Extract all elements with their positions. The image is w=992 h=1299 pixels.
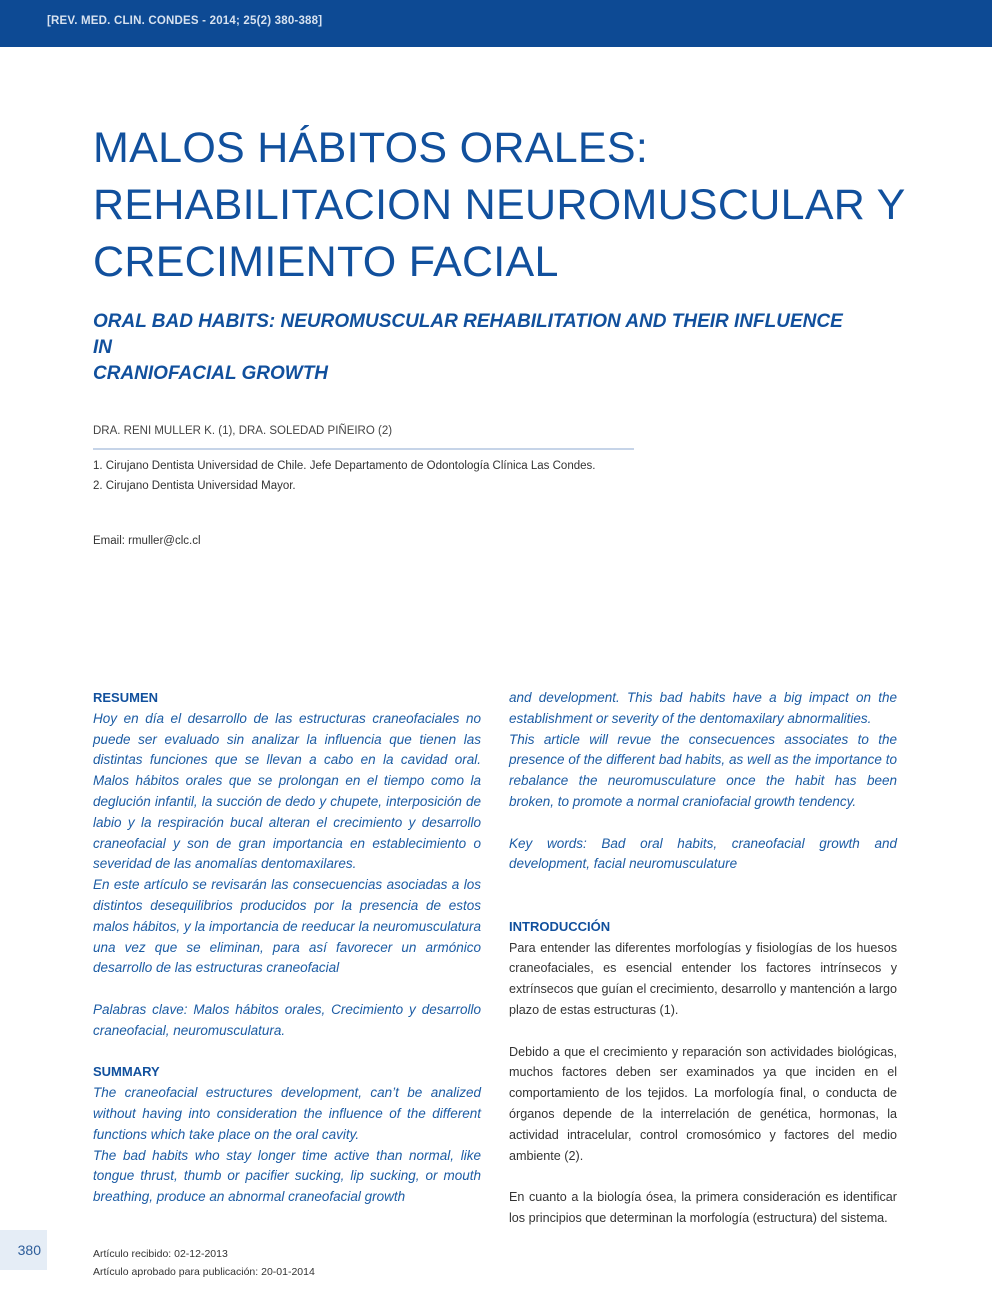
resumen-paragraph: En este artículo se revisarán las consecuencias asociadas a los distintos desequilibrios producidos por la presencia de estos malos hábitos, y la importancia de reeducar la neuromusculatura una vez que se eliminan, para así favorecer un armónico desarrollo de las estructuras craneofacial (93, 877, 481, 976)
affiliation-2: 2. Cirujano Dentista Universidad Mayor. (93, 480, 296, 492)
intro-paragraph: En cuanto a la biología ósea, la primera consideración es identificar los principios que determinan la morfología (estructura) del sistema. (509, 1190, 897, 1225)
summary-paragraph-continued: and development. This bad habits have a big impact on the establishment or severity of the dentomaxilary abnormalities. (509, 690, 897, 726)
affiliation-1: 1. Cirujano Dentista Universidad de Chile. Jefe Departamento de Odontología Clínica Las Condes. (93, 460, 596, 472)
summary-heading: SUMMARY (93, 1064, 160, 1080)
page-number: 380 (0, 1230, 47, 1270)
right-column (509, 688, 897, 1229)
summary-paragraph: The craneofacial estructures development, can’t be analized without having into consideration the influence of the different functions which take place on the oral cavity. (93, 1085, 481, 1142)
author-email: Email: rmuller@clc.cl (93, 535, 201, 547)
resumen-heading: RESUMEN (93, 690, 159, 705)
title-line: REHABILITACION NEUROMUSCULAR Y (93, 181, 906, 229)
received-date: Artículo recibido: 02-12-2013 (93, 1248, 228, 1260)
summary-paragraph: The bad habits who stay longer time active than normal, like tongue thrust, thumb or pacifier sucking, lip sucking, or mouth breathing, produce an abnormal craneofacial growth (93, 1147, 481, 1205)
journal-header-bar (0, 0, 992, 47)
intro-paragraph: Para entender las diferentes morfologías y fisiologías de los huesos craneofaciales, es esencial entender los factores intrínsecos y extrínsecos que guían el crecimiento, desarrollo y mantención a largo plazo de estas estructuras (1). (509, 940, 897, 1017)
article-title (93, 120, 943, 291)
divider (93, 448, 634, 450)
article-subtitle (93, 309, 853, 387)
title-line: MALOS HÁBITOS ORALES: (93, 124, 649, 172)
approved-date: Artículo aprobado para publicación: 20-01-2014 (93, 1266, 315, 1278)
subtitle-line: ORAL BAD HABITS: NEUROMUSCULAR REHABILITATION AND THEIR INFLUENCE IN (93, 311, 843, 358)
authors: DRA. RENI MULLER K. (1), DRA. SOLEDAD PIÑEIRO (2) (93, 425, 393, 437)
title-line: CRECIMIENTO FACIAL (93, 238, 559, 286)
resumen-keywords: Palabras clave: Malos hábitos orales, Crecimiento y desarrollo craneofacial, neuromusculatura. (93, 1001, 481, 1038)
summary-paragraph: This article will revue the consecuences associates to the presence of the different bad habits, as well as the importance to rebalance the neuromusculature once the habit has been broken, to promote a normal craniofacial growth tendency. (509, 731, 897, 809)
intro-paragraph: Debido a que el crecimiento y reparación son actividades biológicas, muchos factores deben ser examinados ya que inciden en el comportamiento de los tejidos. La morfología final, o conducta de órganos depende de la interrelación de genética, hormonas, la actividad intracelular, control cromosómico y factores del medio ambiente (2). (509, 1044, 897, 1163)
journal-reference: [REV. MED. CLIN. CONDES - 2014; 25(2) 380-388] (47, 15, 323, 27)
left-column (93, 688, 481, 1208)
introduccion-heading: INTRODUCCIÓN (509, 918, 611, 934)
summary-keywords: Key words: Bad oral habits, craneofacial growth and development, facial neuromusculature (509, 835, 897, 872)
resumen-paragraph: Hoy en día el desarrollo de las estructuras craneofaciales no puede ser evaluado sin analizar la influencia que tienen las distintas funciones que se llevan a cabo en la cavidad oral. Malos hábitos orales que se prolongan en el tiempo como la deglución infantil, la succión de dedo y chupete, interposición de labio y la respiración bucal alteran el crecimiento y desarrollo craneofacial y son de gran importancia en establecimiento o severidad de las anomalías dentomaxilares. (93, 710, 481, 872)
subtitle-line: CRANIOFACIAL GROWTH (93, 363, 329, 384)
